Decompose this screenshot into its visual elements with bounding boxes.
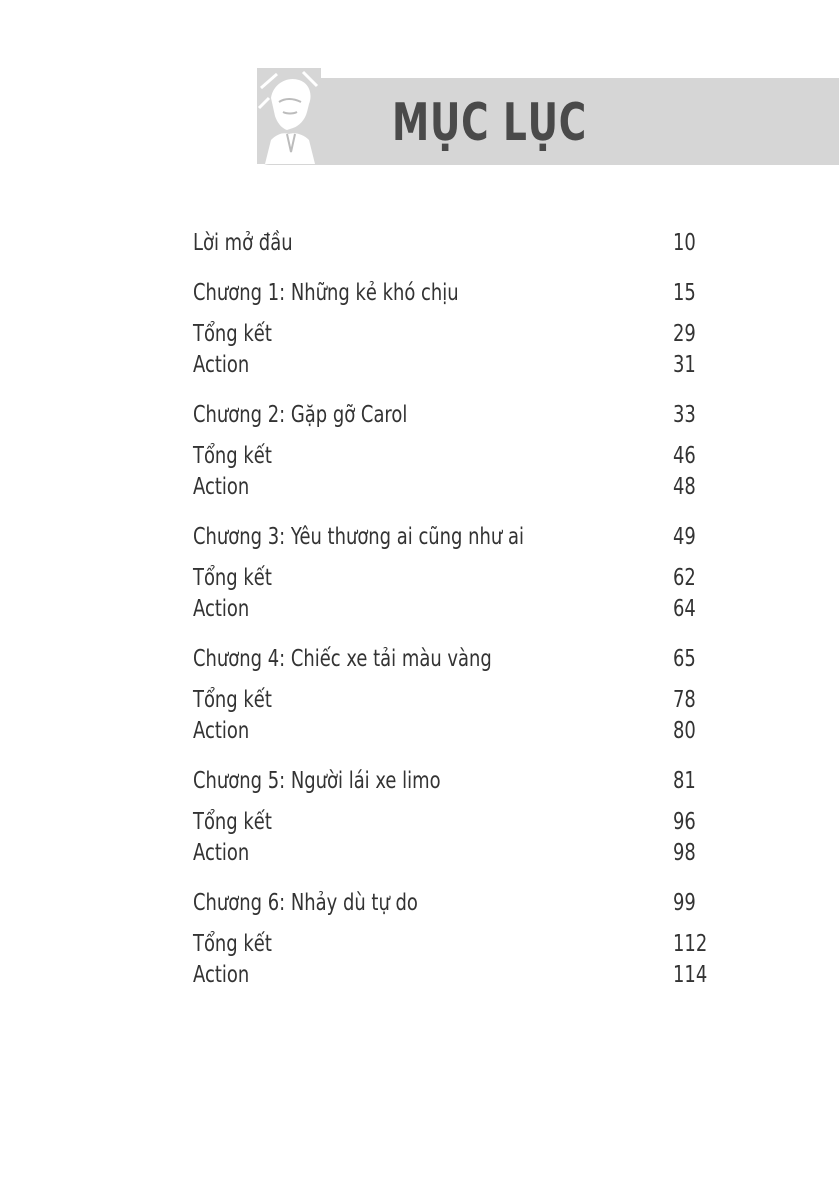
- toc-entry-title: Action: [193, 596, 250, 622]
- toc-page-number: 64: [673, 596, 696, 622]
- toc-subsection-row: [193, 685, 733, 716]
- toc-entry-title: Tổng kết: [193, 565, 272, 591]
- toc-subsection-row: [193, 716, 733, 747]
- toc-page-number: 46: [673, 443, 696, 469]
- toc-page-number: 98: [673, 840, 696, 866]
- toc-subsection-row: [193, 350, 733, 381]
- toc-page-number: 112: [673, 931, 708, 957]
- toc-subsection-row: [193, 594, 733, 625]
- toc-subsection-row: [193, 838, 733, 869]
- toc-chapter-row: [193, 278, 733, 309]
- toc-page-number: 31: [673, 352, 696, 378]
- toc-entry-title: Action: [193, 474, 250, 500]
- toc-subsection-row: [193, 441, 733, 472]
- toc-entry-title: Chương 3: Yêu thương ai cũng như ai: [193, 524, 524, 550]
- toc-entry-title: Tổng kết: [193, 687, 272, 713]
- table-of-contents: [193, 228, 733, 991]
- toc-entry-title: Chương 2: Gặp gỡ Carol: [193, 402, 408, 428]
- toc-chapter-row: [193, 228, 733, 259]
- toc-page-number: 114: [673, 962, 708, 988]
- toc-entry-title: Action: [193, 840, 250, 866]
- toc-page-number: 49: [673, 524, 696, 550]
- toc-page-number: 10: [673, 230, 696, 256]
- toc-chapter-row: [193, 522, 733, 553]
- toc-entry-title: Tổng kết: [193, 443, 272, 469]
- toc-chapter-row: [193, 400, 733, 431]
- toc-chapter-row: [193, 888, 733, 919]
- toc-entry-title: Tổng kết: [193, 809, 272, 835]
- toc-entry-title: Chương 5: Người lái xe limo: [193, 768, 441, 794]
- toc-page-number: 48: [673, 474, 696, 500]
- toc-entry-title: Action: [193, 962, 250, 988]
- toc-chapter-row: [193, 644, 733, 675]
- toc-entry-title: Action: [193, 718, 250, 744]
- toc-entry-title: Tổng kết: [193, 321, 272, 347]
- toc-entry-title: Action: [193, 352, 250, 378]
- toc-subsection-row: [193, 807, 733, 838]
- toc-entry-title: Chương 1: Những kẻ khó chịu: [193, 280, 459, 306]
- toc-entry-title: Chương 6: Nhảy dù tự do: [193, 890, 418, 916]
- toc-page-number: 78: [673, 687, 696, 713]
- toc-subsection-row: [193, 929, 733, 960]
- toc-entry-title: Tổng kết: [193, 931, 272, 957]
- toc-page-number: 80: [673, 718, 696, 744]
- toc-page-number: 62: [673, 565, 696, 591]
- toc-page-number: 96: [673, 809, 696, 835]
- toc-page-number: 65: [673, 646, 696, 672]
- toc-page-number: 81: [673, 768, 696, 794]
- toc-page-number: 99: [673, 890, 696, 916]
- sketch-portrait-icon: [257, 68, 321, 164]
- toc-page-number: 33: [673, 402, 696, 428]
- toc-subsection-row: [193, 319, 733, 350]
- toc-subsection-row: [193, 563, 733, 594]
- toc-subsection-row: [193, 960, 733, 991]
- toc-entry-title: Chương 4: Chiếc xe tải màu vàng: [193, 646, 492, 672]
- toc-chapter-row: [193, 766, 733, 797]
- page-title: MỤC LỤC: [392, 93, 587, 153]
- toc-subsection-row: [193, 472, 733, 503]
- toc-page-number: 15: [673, 280, 696, 306]
- toc-entry-title: Lời mở đầu: [193, 230, 293, 256]
- toc-page-number: 29: [673, 321, 696, 347]
